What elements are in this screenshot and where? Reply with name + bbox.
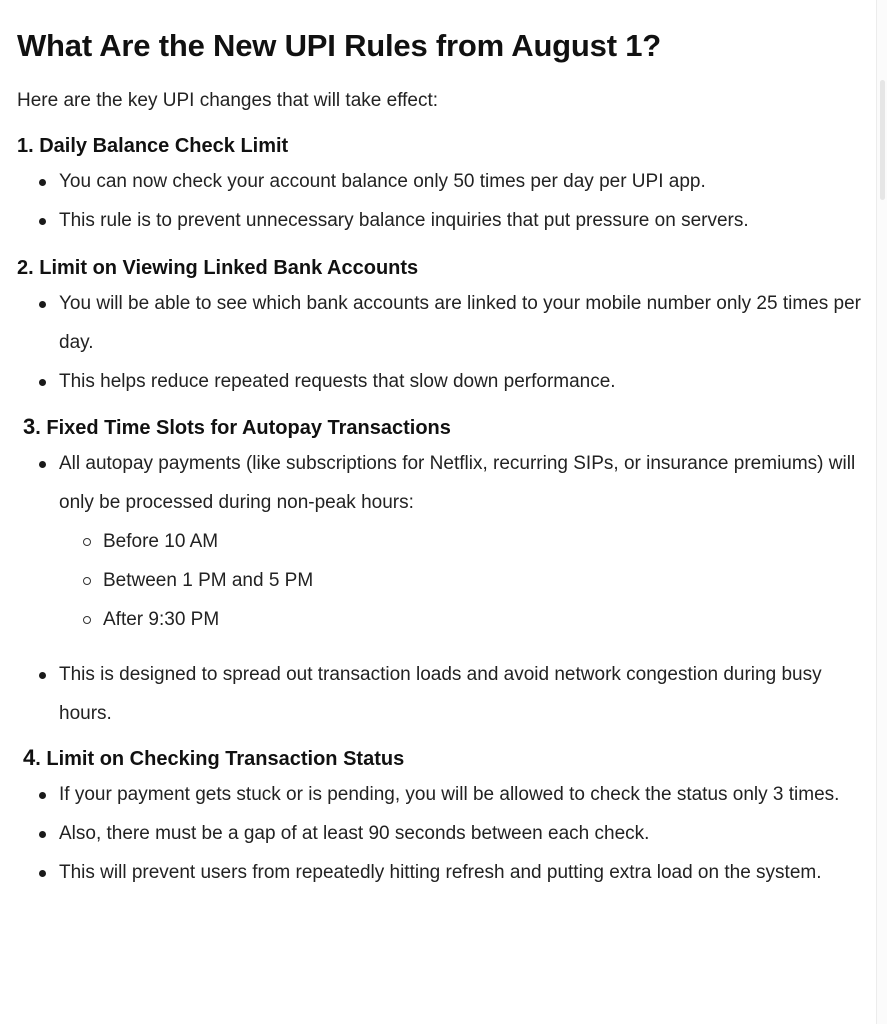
list-item: If your payment gets stuck or is pending, you will be allowed to check the status only 3 times. xyxy=(59,775,877,814)
section-linked-bank-accounts xyxy=(17,254,877,401)
list-item xyxy=(59,444,877,639)
page-title: What Are the New UPI Rules from August 1? xyxy=(17,28,662,63)
section-heading xyxy=(17,744,877,773)
sub-list-item: Between 1 PM and 5 PM xyxy=(103,561,869,600)
sub-bullet-list xyxy=(59,522,869,639)
bullet-list xyxy=(17,775,877,892)
list-item: This rule is to prevent unnecessary balance inquiries that put pressure on servers. xyxy=(59,201,877,240)
intro-text: Here are the key UPI changes that will take effect: xyxy=(17,90,439,111)
scrollbar-thumb[interactable] xyxy=(880,80,885,200)
bullet-list xyxy=(17,284,877,401)
section-number: 3 xyxy=(23,414,36,439)
section-heading: 2. Limit on Viewing Linked Bank Accounts xyxy=(17,257,419,279)
section-daily-balance-check xyxy=(17,132,877,240)
section-transaction-status-limit xyxy=(17,744,877,892)
list-item: This is designed to spread out transaction loads and avoid network congestion during busy hours. xyxy=(59,655,877,733)
list-item: Also, there must be a gap of at least 90 seconds between each check. xyxy=(59,814,877,853)
list-item: This will prevent users from repeatedly hitting refresh and putting extra load on the system. xyxy=(59,853,877,892)
section-autopay-time-slots xyxy=(17,413,877,733)
list-item-text: All autopay payments (like subscriptions for Netflix, recurring SIPs, or insurance premiums) will only be processed during non-peak hours: xyxy=(59,453,856,513)
list-item: This helps reduce repeated requests that slow down performance. xyxy=(59,362,877,401)
section-number: 4 xyxy=(23,745,36,770)
bullet-list xyxy=(17,162,877,240)
list-item: You can now check your account balance only 50 times per day per UPI app. xyxy=(59,162,877,201)
sub-list-item: After 9:30 PM xyxy=(103,600,869,639)
section-heading-text: . Limit on Checking Transaction Status xyxy=(35,748,405,770)
scrollbar[interactable] xyxy=(876,0,887,1024)
list-item: You will be able to see which bank accounts are linked to your mobile number only 25 times per day. xyxy=(59,284,877,362)
section-heading-text: . Fixed Time Slots for Autopay Transactions xyxy=(35,417,451,439)
section-heading xyxy=(17,413,877,442)
section-heading: 1. Daily Balance Check Limit xyxy=(17,135,289,157)
bullet-list xyxy=(17,444,877,733)
sub-list-item: Before 10 AM xyxy=(103,522,869,561)
